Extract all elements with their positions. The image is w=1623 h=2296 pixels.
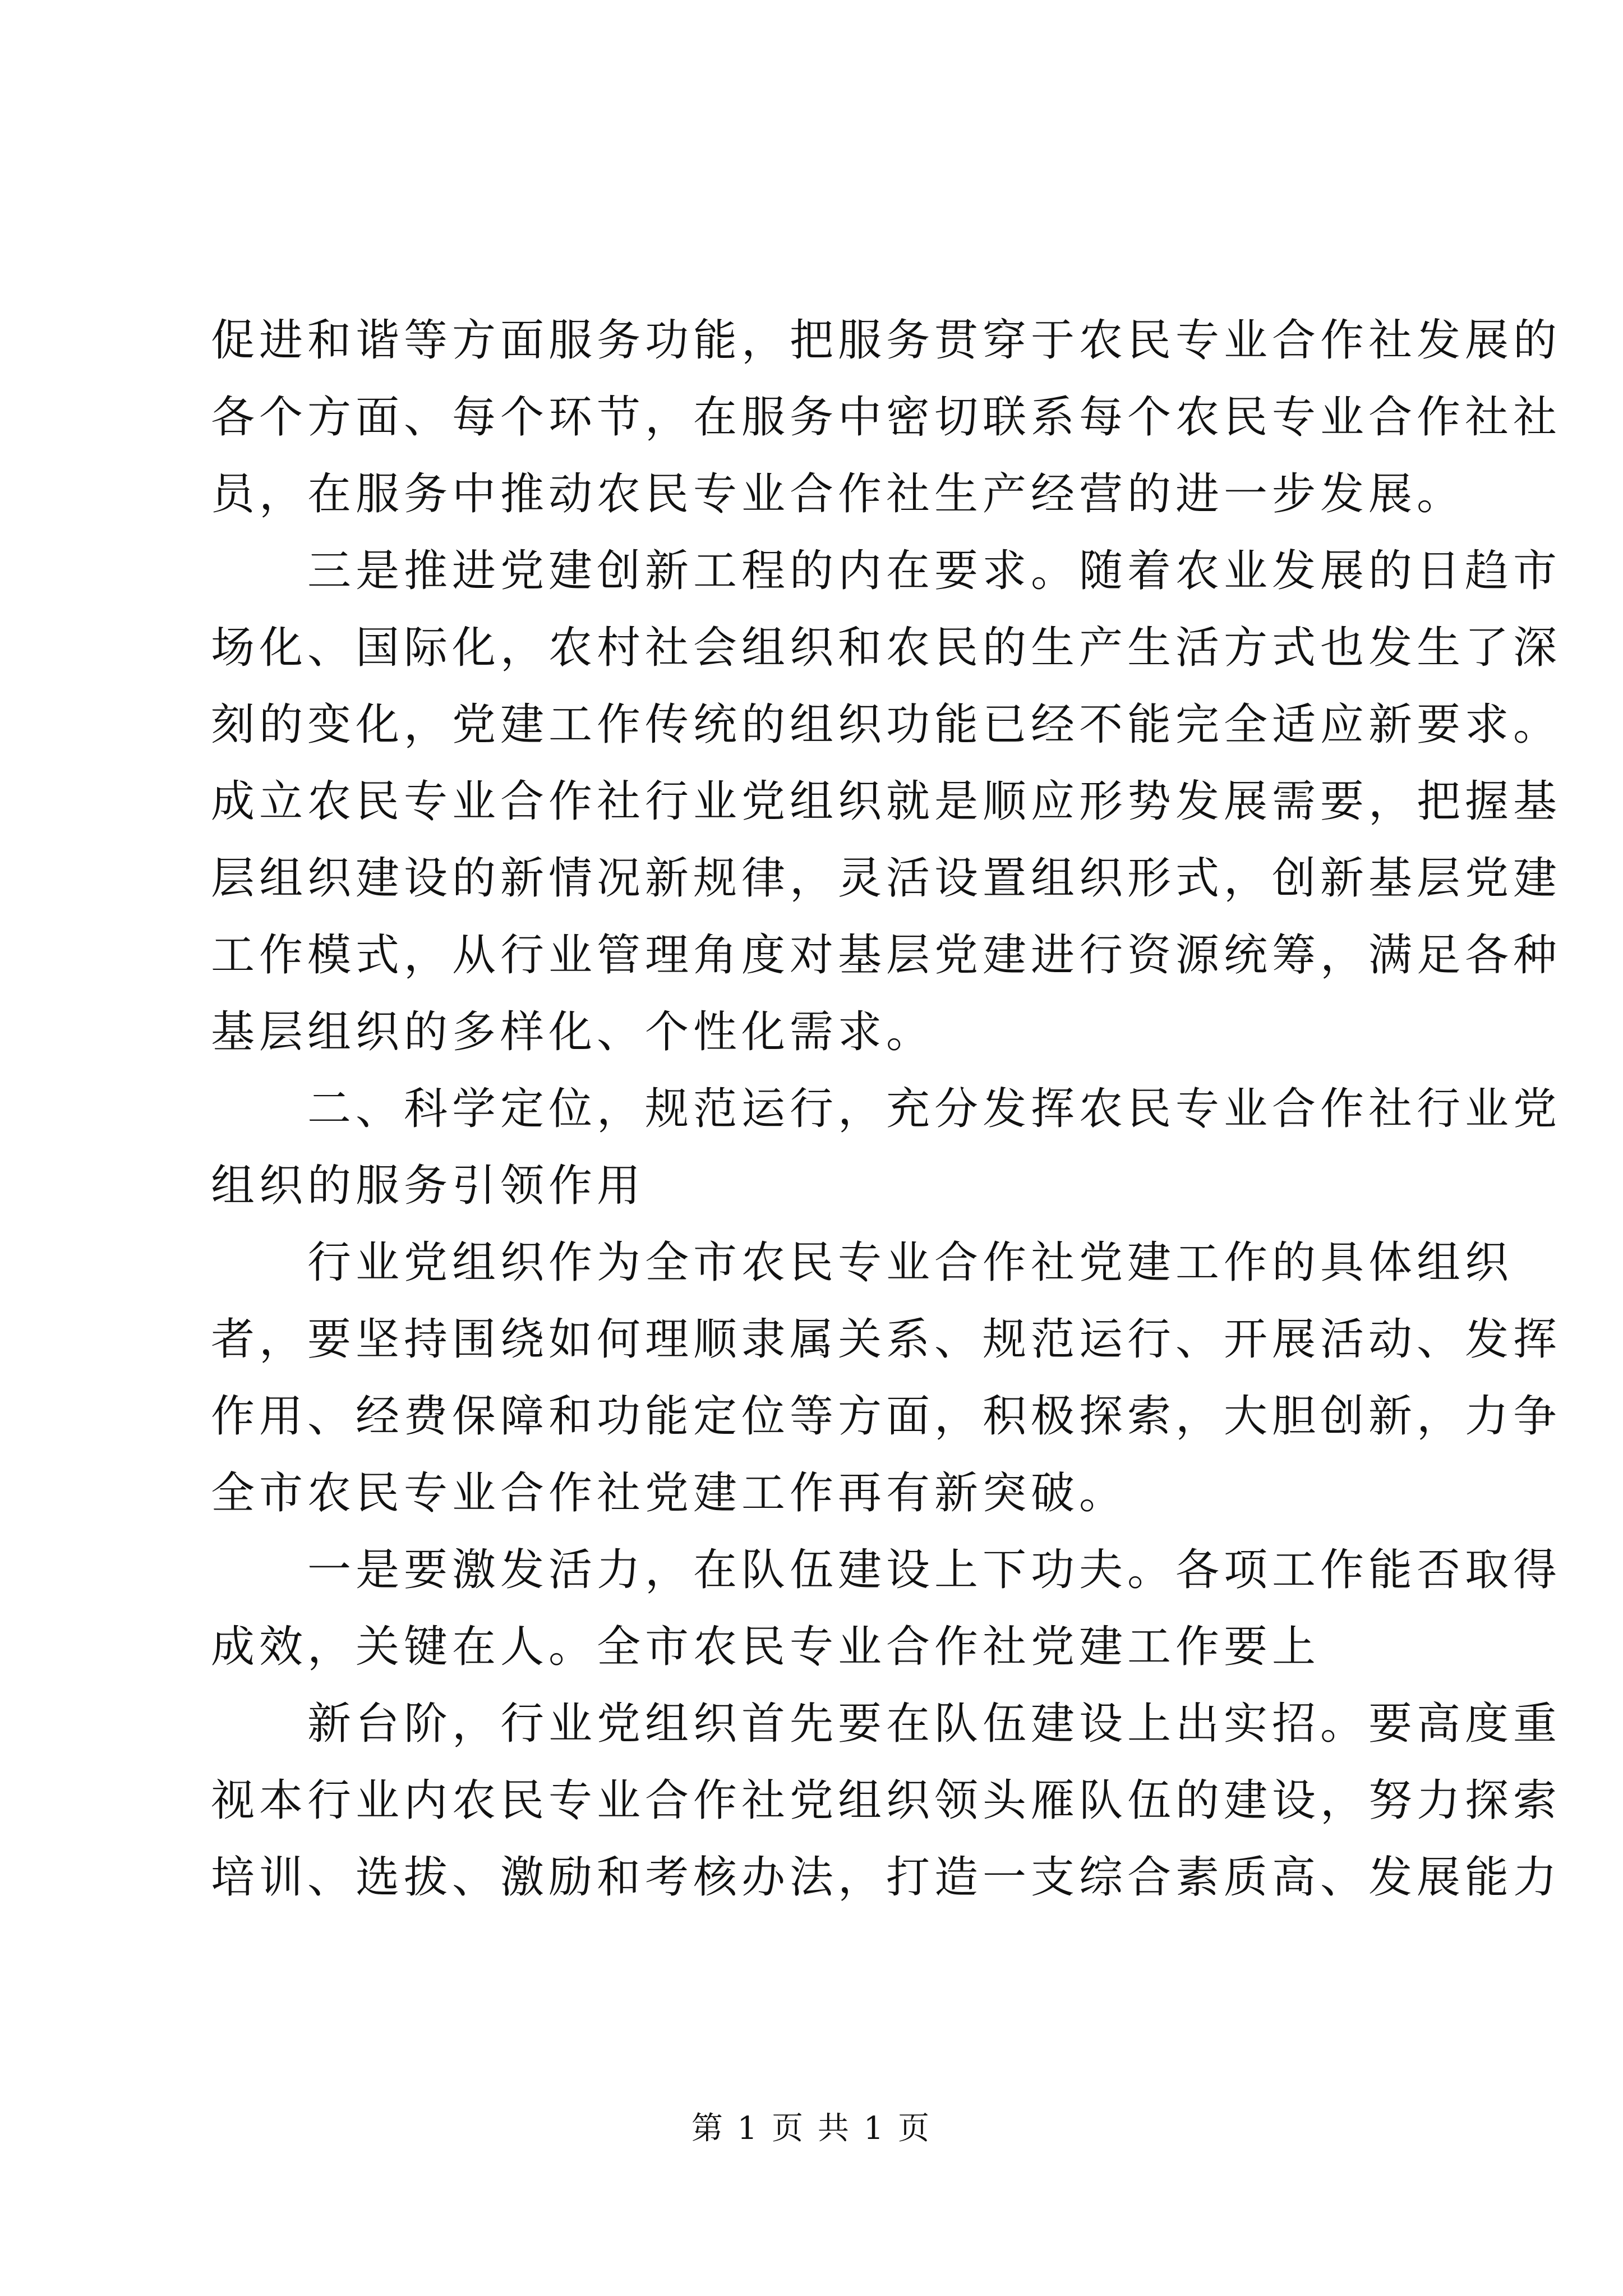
text-line: 培训、选拔、激励和考核办法，打造一支综合素质高、发展能力 xyxy=(211,1852,1562,1903)
text-line: 员，在服务中推动农民专业合作社生产经营的进一步发展。 xyxy=(211,469,1465,519)
text-line: 工作模式，从行业管理角度对基层党建进行资源统筹，满足各种 xyxy=(211,930,1562,981)
text-line: 全市农民专业合作社党建工作再有新突破。 xyxy=(211,1468,1128,1519)
text-line: 一是要激发活力，在队伍建设上下功夫。各项工作能否取得 xyxy=(307,1545,1562,1595)
text-line: 二、科学定位，规范运行，充分发挥农民专业合作社行业党 xyxy=(307,1084,1562,1134)
text-line: 视本行业内农民专业合作社党组织领头雁队伍的建设，努力探索 xyxy=(211,1775,1562,1826)
text-line: 新台阶，行业党组织首先要在队伍建设上出实招。要高度重 xyxy=(307,1699,1562,1749)
text-line: 者，要坚持围绕如何理顺隶属关系、规范运行、开展活动、发挥 xyxy=(211,1314,1562,1365)
text-line: 成立农民专业合作社行业党组织就是顺应形势发展需要，把握基 xyxy=(211,776,1562,827)
text-line: 促进和谐等方面服务功能，把服务贯穿于农民专业合作社发展的 xyxy=(211,315,1562,366)
text-line: 刻的变化，党建工作传统的组织功能已经不能完全适应新要求。 xyxy=(211,700,1562,750)
text-line: 行业党组织作为全市农民专业合作社党建工作的具体组织 xyxy=(307,1237,1514,1288)
text-line: 场化、国际化，农村社会组织和农民的生产生活方式也发生了深 xyxy=(211,623,1562,673)
text-line: 作用、经费保障和功能定位等方面，积极探索，大胆创新，力争 xyxy=(211,1391,1562,1442)
text-line: 成效，关键在人。全市农民专业合作社党建工作要上 xyxy=(211,1622,1321,1672)
text-line: 基层组织的多样化、个性化需求。 xyxy=(211,1007,935,1057)
text-line: 层组织建设的新情况新规律，灵活设置组织形式，创新基层党建 xyxy=(211,853,1562,904)
text-line: 三是推进党建创新工程的内在要求。随着农业发展的日趋市 xyxy=(307,546,1562,596)
text-line: 各个方面、每个环节，在服务中密切联系每个农民专业合作社社 xyxy=(211,392,1562,443)
page-footer: 第 1 页 共 1 页 xyxy=(691,2110,932,2147)
text-line: 组织的服务引领作用 xyxy=(211,1161,645,1211)
